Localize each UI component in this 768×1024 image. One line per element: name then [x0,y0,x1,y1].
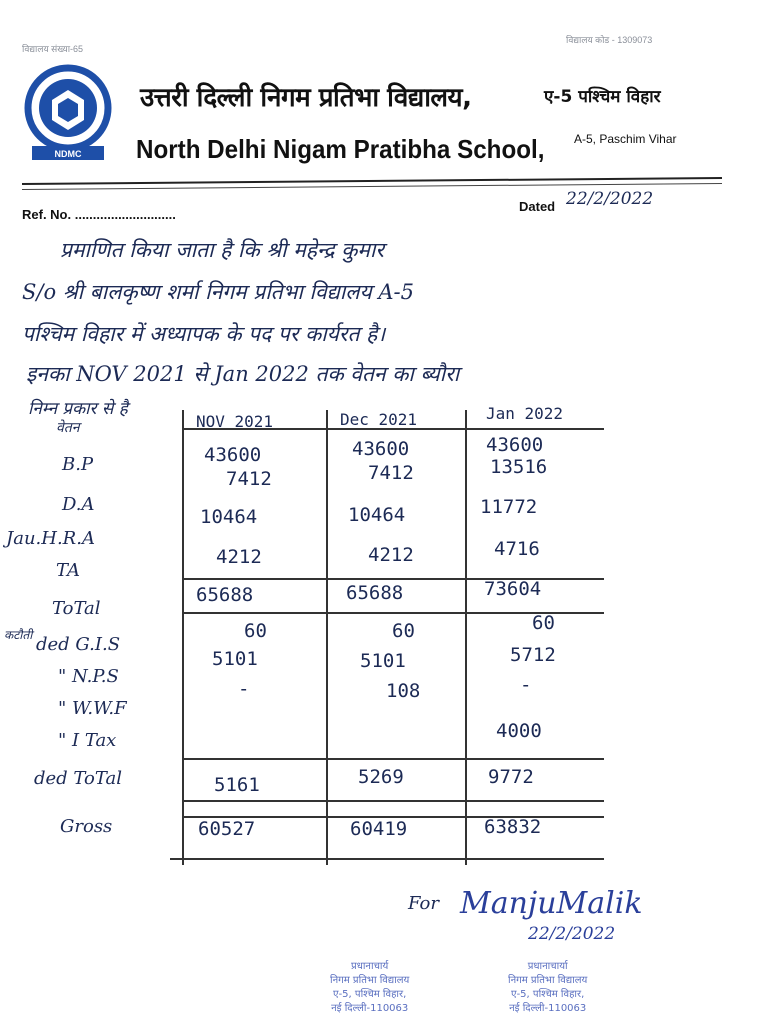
principal-stamp [508,960,587,1016]
body-line-4: इनका NOV 2021 से Jan 2022 तक वेतन का ब्यौरा [26,362,460,386]
school-name-english: North Delhi Nigam Pratibha School, [136,134,545,164]
table-line [182,800,604,802]
stamp-line: नई दिल्ली-110063 [509,1003,587,1014]
table-cell: 63832 [484,816,542,838]
table-line [326,410,328,865]
stamp-line: निगम प्रतिभा विद्यालय [330,975,410,986]
stamp-line: प्रधानाचार्या [527,961,568,972]
table-line [170,858,604,860]
table-cell: 7412 [226,468,272,490]
body-line-3: पश्चिम विहार में अध्यापक के पद पर कार्यरत है। [22,322,386,346]
principal-stamp [330,960,409,1016]
stamp-line: प्रधानाचार्य [351,961,389,972]
corner-label: वेतन [56,420,80,436]
body-line-1: प्रमाणित किया जाता है कि श्री महेन्द्र कुमार [60,238,384,262]
table-cell: 4212 [216,546,262,568]
stamp-line: नई दिल्ली-110063 [331,1003,409,1014]
table-cell: 4716 [494,538,540,560]
table-line [465,410,467,865]
table-cell: 65688 [346,582,404,604]
table-cell: 43600 [204,444,262,466]
table-line [182,410,184,865]
table-cell: 5101 [360,650,406,672]
table-cell: 60 [532,612,555,634]
row-label: " W.W.F [58,698,127,719]
table-cell: - [520,674,532,696]
table-cell: 13516 [490,456,548,478]
school-address-hindi: ए-5 पश्चिम विहार [544,87,661,107]
table-cell: 5269 [358,766,404,788]
school-name-hindi: उत्तरी दिल्ली निगम प्रतिभा विद्यालय, [140,83,472,113]
table-cell: 10464 [200,506,258,528]
table-cell: 65688 [196,584,254,606]
school-logo [22,64,114,164]
column-header: NOV 2021 [196,412,274,431]
table-line [182,758,604,760]
row-label: " N.P.S [58,666,119,687]
logo-text: NDMC [54,149,82,159]
table-cell: 4000 [496,720,542,742]
school-number-note: विद्यालय संख्या-65 [22,44,84,54]
table-cell: 4212 [368,544,414,566]
table-cell: 43600 [486,434,544,456]
table-cell: 5712 [510,644,556,666]
table-cell: 9772 [488,766,534,788]
table-cell: 10464 [348,504,406,526]
stamp-line: निगम प्रतिभा विद्यालय [508,975,588,986]
table-cell: 5101 [212,648,258,670]
row-label: ded ToTal [34,768,122,789]
signature: ManjuMalik [460,886,643,921]
table-cell: 5161 [214,774,260,796]
row-label: Gross [60,816,113,837]
stamp-line: ए-5, पश्चिम विहार, [511,989,585,1000]
table-cell: 73604 [484,578,542,600]
row-label: ded G.I.S [36,634,121,655]
table-cell: 43600 [352,438,410,460]
table-cell: 11772 [480,496,538,518]
table-cell: 60 [244,620,267,642]
ref-no-label: Ref. No. ............................ [22,207,176,222]
table-cell: 108 [386,680,421,702]
row-label: B.P [62,454,94,475]
school-address-english: A-5, Paschim Vihar [574,132,677,146]
table-cell: 60419 [350,818,408,840]
row-label: TA [56,560,81,581]
signature-prefix: For [408,893,439,914]
row-label: D.A [62,494,95,515]
table-cell: 60 [392,620,415,642]
table-cell: - [238,678,250,700]
signature-date: 22/2/2022 [528,924,616,944]
stamp-line: ए-5, पश्चिम विहार, [333,989,407,1000]
dated-label: Dated [519,199,556,214]
deductions-side-label: कटौती [4,628,33,642]
row-label: " I Tax [58,730,117,751]
table-cell: 60527 [198,818,256,840]
row-label: ToTal [52,598,101,619]
column-header: Jan 2022 [486,404,564,423]
body-line-5: निम्न प्रकार से है [28,399,128,419]
dated-value: 22/2/2022 [566,189,654,209]
row-label: Jau.H.R.A [6,528,95,549]
body-line-2: S/o श्री बालकृष्ण शर्मा निगम प्रतिभा विद्यालय A-5 [22,280,415,304]
school-code-note: विद्यालय कोड - 1309073 [566,35,653,45]
table-cell: 7412 [368,462,414,484]
column-header: Dec 2021 [340,410,418,429]
